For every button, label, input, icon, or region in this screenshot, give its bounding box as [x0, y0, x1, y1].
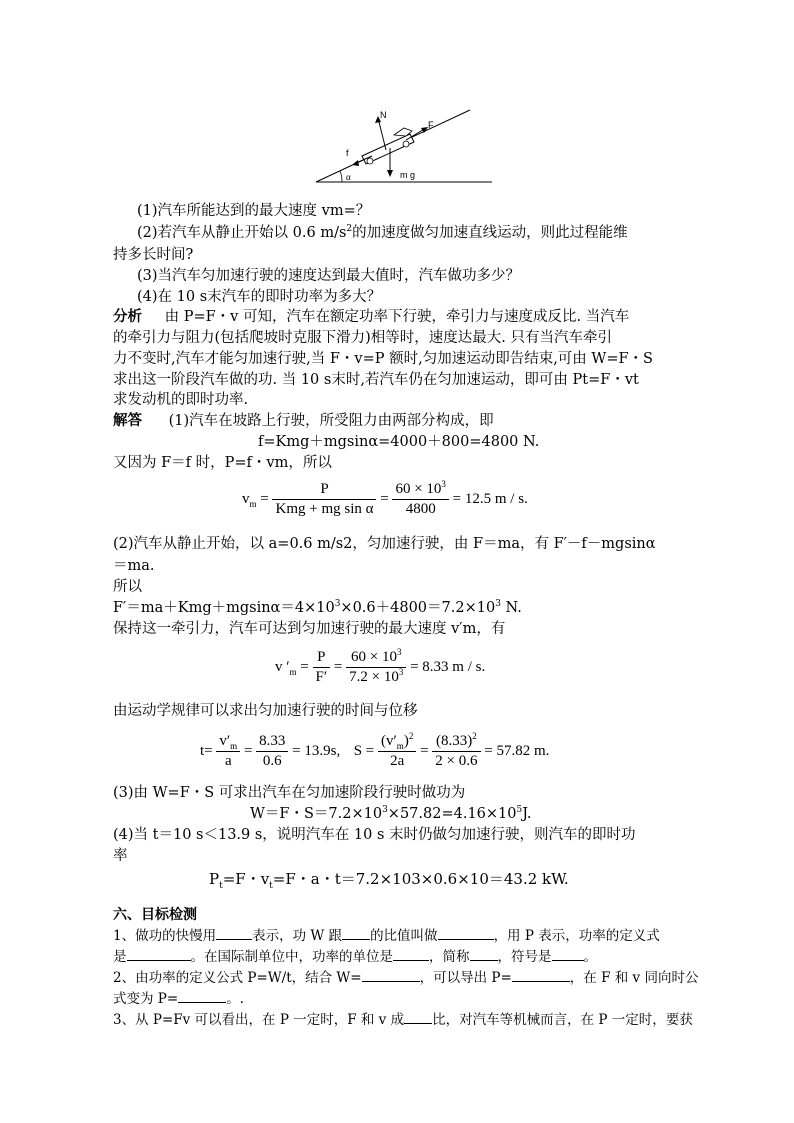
answer-line-3: 又因为 F＝f 时，P=f・vm，所以 — [113, 455, 332, 471]
q2-text-a: (2)若汽车从静止开始以 0.6 m/s — [137, 225, 347, 241]
exercise-3-line-1: 3、从 P=Fv 可以看出，在 P 一定时，F 和 v 成 比，对汽车等机械而言，在 P 一定时，要获 — [113, 1009, 693, 1031]
eq2-frac-2: $\frac{60 \times 10^3}{7.2 \times 10^3}$ — [346, 648, 406, 687]
eq2-result: = 8.33 m / s. — [410, 658, 486, 675]
question-4: (4)在 10 s末汽车的即时功率为多大？ — [137, 289, 382, 305]
exercise-2-line-1: 2、由功率的定义公式 P=W/t，结合 W= ，可以导出 P= ，在 F 和 v 同向时公 — [113, 967, 698, 989]
equation-vmax: $v_m$ = $\frac{P}{\text{Kmg + mg sin α}}$ = $\frac{60 \times 10^3}{4800}$ = 12.5 m / s. — [242, 479, 528, 517]
answer-line-5: ＝ma. — [113, 558, 155, 574]
analysis-line-1 — [113, 306, 629, 328]
answer-line-9: 由运动学规律可以求出匀加速行驶的时间与位移 — [113, 703, 418, 719]
normal-force-arrow — [378, 118, 386, 150]
answer-line-13: 率 — [113, 848, 128, 864]
analysis-line-3: 力不变时,汽车才能匀加速行驶,当 F・v=P 额时,匀加速运动即告结束,可由 W=F・S — [113, 351, 653, 367]
eq1-frac-1: $\frac{P}{\text{Kmg + mg sin α}}$ — [272, 480, 376, 519]
exercise-2-line-2: 式变为 P= 。. — [113, 988, 244, 1010]
eq2-frac-1: $\frac{P}{F'}$ — [313, 648, 331, 687]
eq3-frac-1: $\frac{v'_m}{a}$ — [216, 732, 240, 771]
question-2-cont: 持多长时间? — [113, 247, 194, 263]
answer-label: 解答 — [113, 413, 142, 429]
answer-text-1: (1)汽车在坡路上行驶，所受阻力由两部分构成，即 — [168, 413, 494, 429]
label-F: F — [428, 120, 434, 130]
eq1-result: = 12.5 m / s. — [452, 490, 528, 507]
angle-arc — [340, 171, 342, 182]
answer-line-1 — [113, 410, 494, 432]
eq3-frac-4: $\frac{(8.33)^2}{2 \times 0.6}$ — [432, 732, 480, 771]
eq1-lhs: $v_m$ — [242, 490, 257, 509]
question-1: (1)汽车所能达到的最大速度 vm=？ — [137, 203, 371, 219]
answer-line-12: (4)当 t＝10 s＜13.9 s，说明汽车在 10 s 末时仍做匀加速行驶，则汽车的即时功 — [113, 827, 636, 843]
eq1-frac-2: $\frac{60 \times 10^3}{4800}$ — [392, 480, 448, 519]
q2-sup: 2 — [346, 224, 353, 235]
eq2-lhs: v $'_m$ — [275, 658, 297, 677]
answer-line-8: 保持这一牵引力，汽车可达到匀加速行驶的最大速度 v′m，有 — [113, 621, 506, 637]
analysis-line-2: 的牵引力与阻力(包括爬坡时克服下滑力)相等时，速度达最大. 只有当汽车牵引 — [113, 330, 613, 346]
analysis-label: 分析 — [113, 309, 142, 325]
answer-line-4: (2)汽车从静止开始，以 a=0.6 m/s2，匀加速行驶，由 F＝ma，有 F′－f－mgsinα — [113, 536, 656, 552]
eq3-frac-2: $\frac{8.33}{0.6}$ — [256, 732, 288, 771]
exercise-1-line-2: 是 。在国际制单位中，功率的单位是 ，简称 ，符号是 。 — [113, 946, 597, 968]
answer-line-2: f=Kmg＋mgsinα=4000＋800=4800 N. — [258, 434, 540, 450]
eq3-frac-3: $\frac{(v'_m)^2}{2a}$ — [378, 732, 416, 771]
answer-line-14: $P_t=F$・$v_t=F$・a・t＝7.2×103×0.6×10＝43.2 kW. — [209, 870, 569, 891]
q2-text-b: 的加速度做匀加速直线运动，则此过程能维 — [352, 225, 628, 241]
label-f: f — [346, 148, 349, 158]
label-mg: m g — [400, 170, 416, 180]
car-shape — [362, 128, 414, 164]
analysis-line-4: 求出这一阶段汽车做的功. 当 10 s末时,若汽车仍在匀加速运动，即可由 Pt=F・vt — [113, 372, 639, 388]
section-title: 六、目标检测 — [113, 907, 197, 923]
analysis-text-1: 由 P=F・v 可知，汽车在额定功率下行驶，牵引力与速度成反比. 当汽车 — [164, 309, 630, 325]
analysis-line-5: 求发动机的即时功率. — [113, 392, 249, 408]
incline-figure — [310, 104, 500, 188]
answer-line-11: W＝F・$S=7.2\times 10^3\times 57.82=4.16\times 10^5J$. — [250, 805, 532, 822]
label-alpha: α — [346, 172, 351, 182]
equation-time-displacement: t= $\frac{v'_m}{a}$ = $\frac{8.33}{0.6}$ = 13.9s, S = $\frac{(v'_m)^2}{2a}$ = $\frac{(8.33)^2}{2 \times 0.6}$ = 57.82 m. — [200, 731, 550, 769]
answer-line-6: 所以 — [113, 579, 142, 595]
exercise-1-line-1: 1、做功的快慢用 表示，功 W 跟 的比值叫做 ，用 P 表示，功率的定义式 — [113, 925, 660, 947]
label-N: N — [380, 110, 387, 120]
question-3: (3)当汽车匀加速行驶的速度达到最大值时，汽车做功多少？ — [137, 268, 521, 284]
answer-line-7: $F'=ma+Kmg+mgsin\alpha=4\times 10^3\times 0.6+4800=7.2\times 10^3$ N. — [113, 599, 522, 616]
equation-vprime: v $'_m$ = $\frac{P}{F'}$ = $\frac{60 \times 10^3}{7.2 \times 10^3}$ = 8.33 m / s. — [275, 647, 486, 685]
question-2 — [137, 222, 628, 244]
answer-line-10: (3)由 W=F・S 可求出汽车在匀加速阶段行驶时做功为 — [113, 785, 466, 801]
